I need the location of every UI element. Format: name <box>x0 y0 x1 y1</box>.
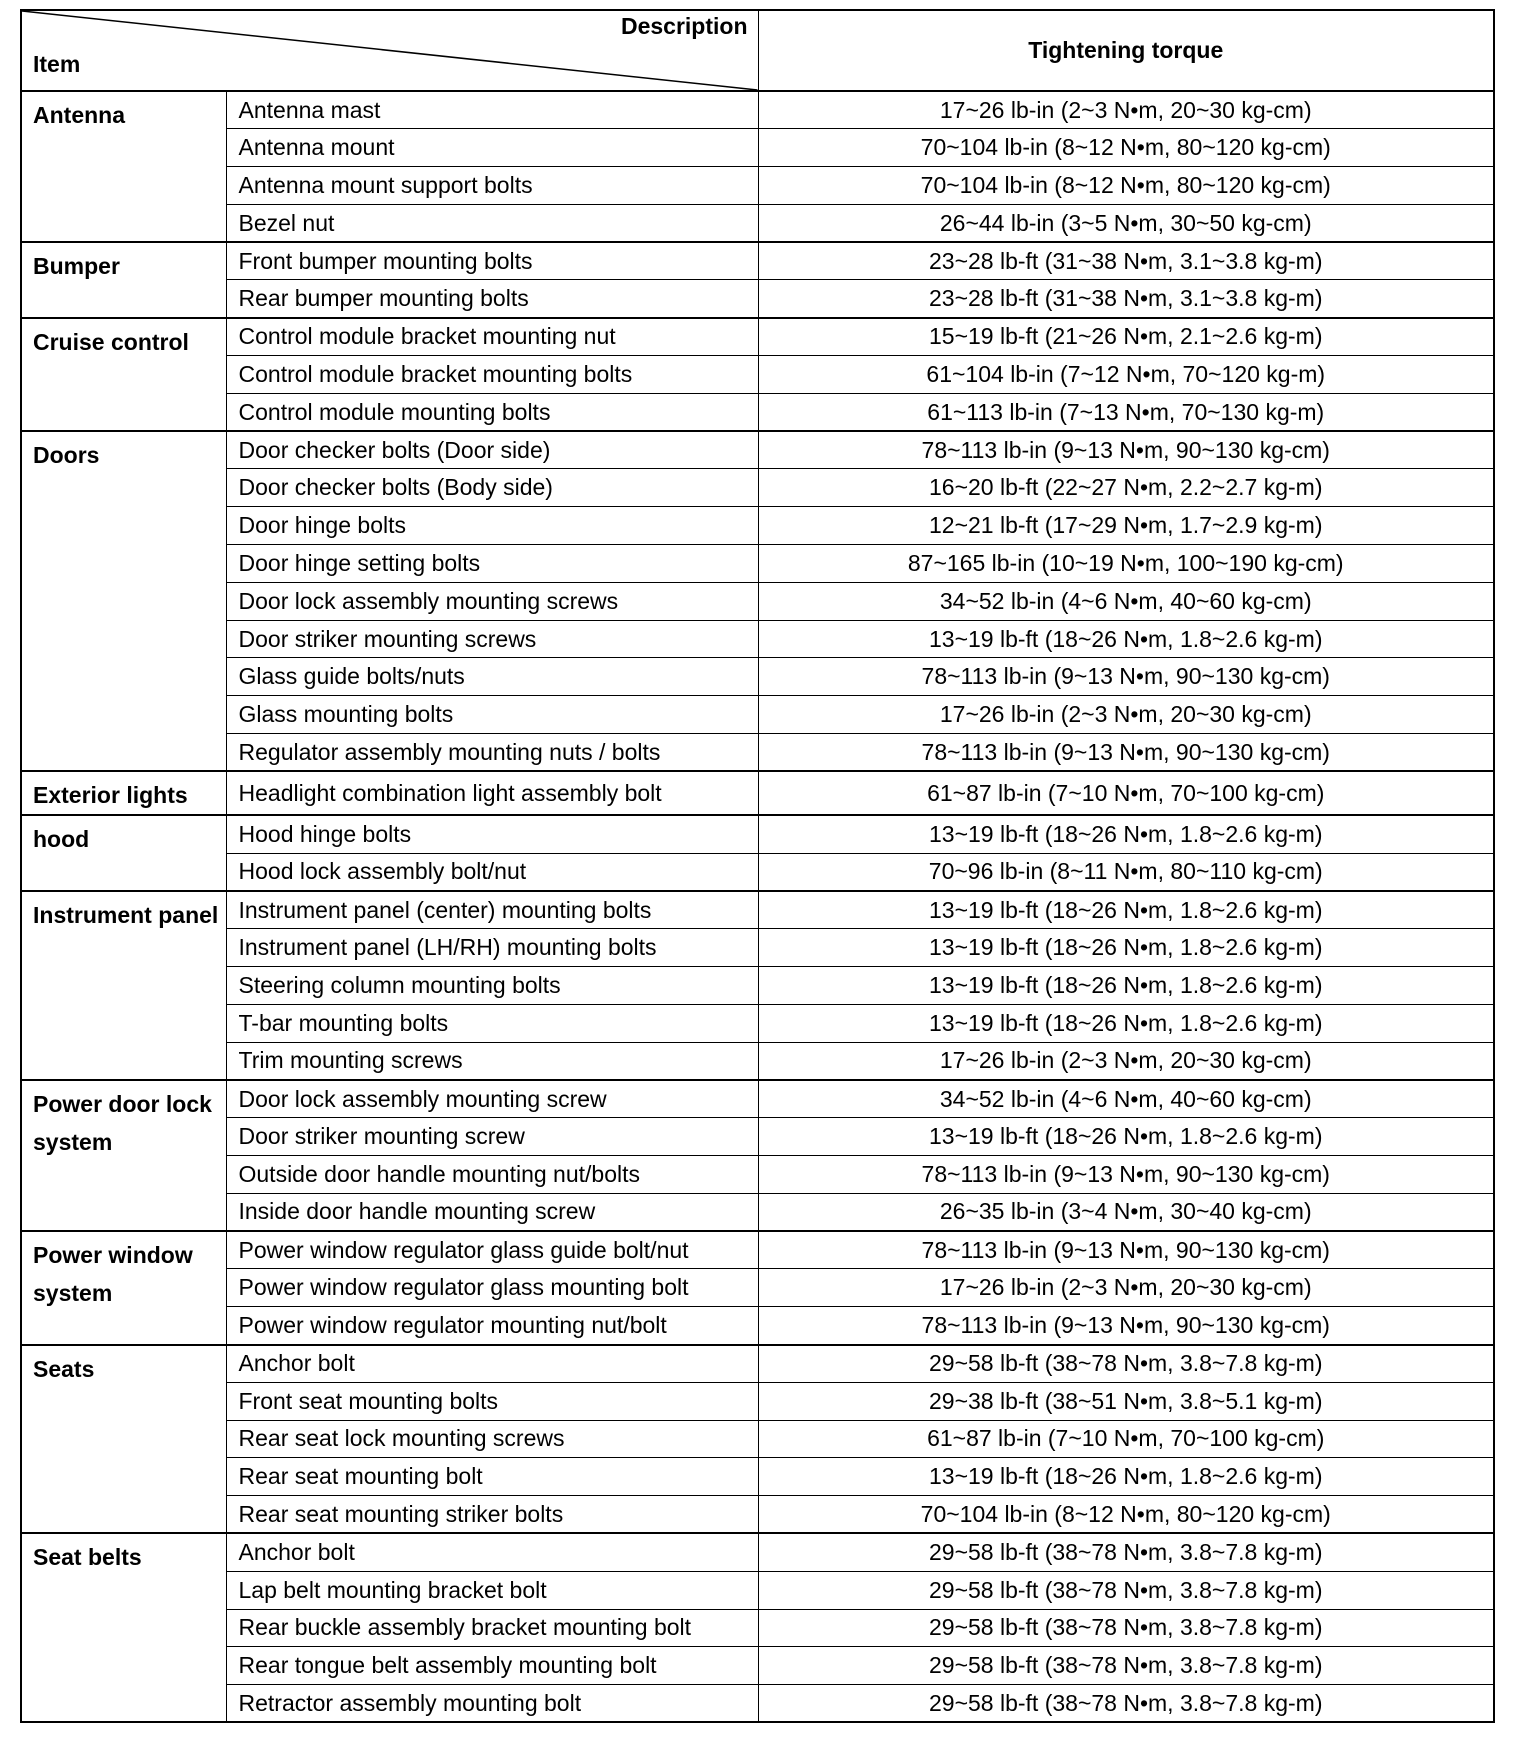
item-group-cell: Instrument panel <box>21 891 226 1080</box>
torque-cell: 26~44 lb-in (3~5 N•m, 30~50 kg-cm) <box>758 204 1494 242</box>
torque-cell: 34~52 lb-in (4~6 N•m, 40~60 kg-cm) <box>758 582 1494 620</box>
table-row <box>21 853 1494 891</box>
description-cell: Steering column mounting bolts <box>226 967 758 1005</box>
table-row <box>21 129 1494 167</box>
description-cell: Door checker bolts (Door side) <box>226 431 758 469</box>
table-row <box>21 1458 1494 1496</box>
description-cell: Instrument panel (center) mounting bolts <box>226 891 758 929</box>
torque-cell: 17~26 lb-in (2~3 N•m, 20~30 kg-cm) <box>758 1042 1494 1080</box>
torque-spec-table <box>20 9 1495 1723</box>
description-cell: Front bumper mounting bolts <box>226 242 758 280</box>
description-cell: Headlight combination light assembly bolt <box>226 771 758 815</box>
description-cell: Trim mounting screws <box>226 1042 758 1080</box>
item-header: Item <box>33 51 81 77</box>
torque-cell: 29~58 lb-ft (38~78 N•m, 3.8~7.8 kg-m) <box>758 1609 1494 1647</box>
torque-cell: 13~19 lb-ft (18~26 N•m, 1.8~2.6 kg-m) <box>758 1004 1494 1042</box>
torque-cell: 78~113 lb-in (9~13 N•m, 90~130 kg-cm) <box>758 1156 1494 1194</box>
torque-cell: 26~35 lb-in (3~4 N•m, 30~40 kg-cm) <box>758 1193 1494 1231</box>
table-row <box>21 1269 1494 1307</box>
description-cell: Door lock assembly mounting screws <box>226 582 758 620</box>
torque-cell: 23~28 lb-ft (31~38 N•m, 3.1~3.8 kg-m) <box>758 280 1494 318</box>
description-header: Description <box>620 13 748 39</box>
description-cell: Outside door handle mounting nut/bolts <box>226 1156 758 1194</box>
torque-cell: 13~19 lb-ft (18~26 N•m, 1.8~2.6 kg-m) <box>758 620 1494 658</box>
description-cell: Hood hinge bolts <box>226 815 758 853</box>
description-cell: Retractor assembly mounting bolt <box>226 1685 758 1723</box>
description-cell: Power window regulator mounting nut/bolt <box>226 1307 758 1345</box>
table-row <box>21 815 1494 853</box>
torque-cell: 13~19 lb-ft (18~26 N•m, 1.8~2.6 kg-m) <box>758 929 1494 967</box>
torque-cell: 29~38 lb-ft (38~51 N•m, 3.8~5.1 kg-m) <box>758 1382 1494 1420</box>
table-row <box>21 1004 1494 1042</box>
torque-cell: 78~113 lb-in (9~13 N•m, 90~130 kg-cm) <box>758 1307 1494 1345</box>
item-group-cell: Power door lock system <box>21 1080 226 1231</box>
torque-cell: 23~28 lb-ft (31~38 N•m, 3.1~3.8 kg-m) <box>758 242 1494 280</box>
description-cell: Antenna mast <box>226 91 758 129</box>
table-row <box>21 696 1494 734</box>
description-cell: Door checker bolts (Body side) <box>226 469 758 507</box>
torque-cell: 70~104 lb-in (8~12 N•m, 80~120 kg-cm) <box>758 129 1494 167</box>
description-cell: Glass mounting bolts <box>226 696 758 734</box>
description-cell: Antenna mount support bolts <box>226 167 758 205</box>
torque-cell: 70~96 lb-in (8~11 N•m, 80~110 kg-cm) <box>758 853 1494 891</box>
item-group-cell: Doors <box>21 431 226 771</box>
description-cell: Door lock assembly mounting screw <box>226 1080 758 1118</box>
torque-cell: 29~58 lb-ft (38~78 N•m, 3.8~7.8 kg-m) <box>758 1647 1494 1685</box>
torque-cell: 16~20 lb-ft (22~27 N•m, 2.2~2.7 kg-m) <box>758 469 1494 507</box>
description-cell: T-bar mounting bolts <box>226 1004 758 1042</box>
description-cell: Lap belt mounting bracket bolt <box>226 1571 758 1609</box>
torque-cell: 13~19 lb-ft (18~26 N•m, 1.8~2.6 kg-m) <box>758 891 1494 929</box>
table-row <box>21 204 1494 242</box>
description-cell: Control module bracket mounting bolts <box>226 356 758 394</box>
table-row <box>21 280 1494 318</box>
torque-cell: 78~113 lb-in (9~13 N•m, 90~130 kg-cm) <box>758 658 1494 696</box>
table-row <box>21 1685 1494 1723</box>
table-row <box>21 545 1494 583</box>
table-row <box>21 1307 1494 1345</box>
description-cell: Rear tongue belt assembly mounting bolt <box>226 1647 758 1685</box>
table-row <box>21 242 1494 280</box>
description-cell: Regulator assembly mounting nuts / bolts <box>226 734 758 772</box>
table-row <box>21 1080 1494 1118</box>
table-row <box>21 507 1494 545</box>
table-row <box>21 891 1494 929</box>
table-row <box>21 1193 1494 1231</box>
table-row <box>21 91 1494 129</box>
table-row <box>21 734 1494 772</box>
torque-cell: 13~19 lb-ft (18~26 N•m, 1.8~2.6 kg-m) <box>758 815 1494 853</box>
table-row <box>21 1420 1494 1458</box>
item-group-cell: Exterior lights <box>21 771 226 815</box>
torque-cell: 15~19 lb-ft (21~26 N•m, 2.1~2.6 kg-m) <box>758 318 1494 356</box>
item-group-cell: hood <box>21 815 226 891</box>
description-cell: Hood lock assembly bolt/nut <box>226 853 758 891</box>
table-row <box>21 431 1494 469</box>
table-row <box>21 1609 1494 1647</box>
description-cell: Door hinge setting bolts <box>226 545 758 583</box>
description-cell: Glass guide bolts/nuts <box>226 658 758 696</box>
torque-cell: 78~113 lb-in (9~13 N•m, 90~130 kg-cm) <box>758 431 1494 469</box>
table-row <box>21 393 1494 431</box>
torque-cell: 29~58 lb-ft (38~78 N•m, 3.8~7.8 kg-m) <box>758 1571 1494 1609</box>
table-row <box>21 1533 1494 1571</box>
description-cell: Anchor bolt <box>226 1345 758 1383</box>
table-row <box>21 1231 1494 1269</box>
torque-cell: 78~113 lb-in (9~13 N•m, 90~130 kg-cm) <box>758 1231 1494 1269</box>
torque-cell: 61~87 lb-in (7~10 N•m, 70~100 kg-cm) <box>758 771 1494 815</box>
torque-cell: 70~104 lb-in (8~12 N•m, 80~120 kg-cm) <box>758 167 1494 205</box>
description-cell: Inside door handle mounting screw <box>226 1193 758 1231</box>
description-cell: Control module mounting bolts <box>226 393 758 431</box>
table-row <box>21 318 1494 356</box>
torque-cell: 29~58 lb-ft (38~78 N•m, 3.8~7.8 kg-m) <box>758 1685 1494 1723</box>
torque-cell: 13~19 lb-ft (18~26 N•m, 1.8~2.6 kg-m) <box>758 1118 1494 1156</box>
table-row <box>21 1382 1494 1420</box>
torque-cell: 12~21 lb-ft (17~29 N•m, 1.7~2.9 kg-m) <box>758 507 1494 545</box>
table-row <box>21 1042 1494 1080</box>
description-cell: Bezel nut <box>226 204 758 242</box>
table-row <box>21 1571 1494 1609</box>
description-cell: Power window regulator glass mounting bolt <box>226 1269 758 1307</box>
item-group-cell: Seat belts <box>21 1533 226 1722</box>
torque-cell: 61~87 lb-in (7~10 N•m, 70~100 kg-cm) <box>758 1420 1494 1458</box>
torque-header: Tightening torque <box>758 10 1494 91</box>
table-row <box>21 167 1494 205</box>
description-cell: Rear seat lock mounting screws <box>226 1420 758 1458</box>
torque-cell: 70~104 lb-in (8~12 N•m, 80~120 kg-cm) <box>758 1496 1494 1534</box>
torque-cell: 87~165 lb-in (10~19 N•m, 100~190 kg-cm) <box>758 545 1494 583</box>
description-cell: Power window regulator glass guide bolt/nut <box>226 1231 758 1269</box>
torque-cell: 29~58 lb-ft (38~78 N•m, 3.8~7.8 kg-m) <box>758 1345 1494 1383</box>
torque-cell: 17~26 lb-in (2~3 N•m, 20~30 kg-cm) <box>758 1269 1494 1307</box>
description-cell: Control module bracket mounting nut <box>226 318 758 356</box>
diagonal-header-cell <box>21 10 758 91</box>
table-row <box>21 967 1494 1005</box>
table-header-row <box>21 10 1494 91</box>
item-group-cell: Seats <box>21 1345 226 1534</box>
table-row <box>21 1496 1494 1534</box>
description-cell: Instrument panel (LH/RH) mounting bolts <box>226 929 758 967</box>
table-row <box>21 1156 1494 1194</box>
table-row <box>21 1118 1494 1156</box>
torque-cell: 61~104 lb-in (7~12 N•m, 70~120 kg-m) <box>758 356 1494 394</box>
table-row <box>21 1345 1494 1383</box>
torque-cell: 78~113 lb-in (9~13 N•m, 90~130 kg-cm) <box>758 734 1494 772</box>
torque-cell: 34~52 lb-in (4~6 N•m, 40~60 kg-cm) <box>758 1080 1494 1118</box>
item-group-cell: Antenna <box>21 91 226 242</box>
table-row <box>21 469 1494 507</box>
description-cell: Front seat mounting bolts <box>226 1382 758 1420</box>
table-row <box>21 658 1494 696</box>
description-cell: Rear bumper mounting bolts <box>226 280 758 318</box>
item-group-cell: Power window system <box>21 1231 226 1344</box>
description-cell: Antenna mount <box>226 129 758 167</box>
item-group-cell: Cruise control <box>21 318 226 431</box>
torque-cell: 17~26 lb-in (2~3 N•m, 20~30 kg-cm) <box>758 91 1494 129</box>
description-cell: Door hinge bolts <box>226 507 758 545</box>
torque-cell: 13~19 lb-ft (18~26 N•m, 1.8~2.6 kg-m) <box>758 967 1494 1005</box>
torque-cell: 17~26 lb-in (2~3 N•m, 20~30 kg-cm) <box>758 696 1494 734</box>
description-cell: Rear seat mounting striker bolts <box>226 1496 758 1534</box>
torque-cell: 29~58 lb-ft (38~78 N•m, 3.8~7.8 kg-m) <box>758 1533 1494 1571</box>
table-row <box>21 356 1494 394</box>
torque-cell: 13~19 lb-ft (18~26 N•m, 1.8~2.6 kg-m) <box>758 1458 1494 1496</box>
description-cell: Rear seat mounting bolt <box>226 1458 758 1496</box>
description-cell: Door striker mounting screws <box>226 620 758 658</box>
table-row <box>21 582 1494 620</box>
table-row <box>21 620 1494 658</box>
table-row <box>21 771 1494 815</box>
description-cell: Anchor bolt <box>226 1533 758 1571</box>
item-group-cell: Bumper <box>21 242 226 318</box>
description-cell: Door striker mounting screw <box>226 1118 758 1156</box>
torque-cell: 61~113 lb-in (7~13 N•m, 70~130 kg-m) <box>758 393 1494 431</box>
table-row <box>21 929 1494 967</box>
description-cell: Rear buckle assembly bracket mounting bolt <box>226 1609 758 1647</box>
table-row <box>21 1647 1494 1685</box>
